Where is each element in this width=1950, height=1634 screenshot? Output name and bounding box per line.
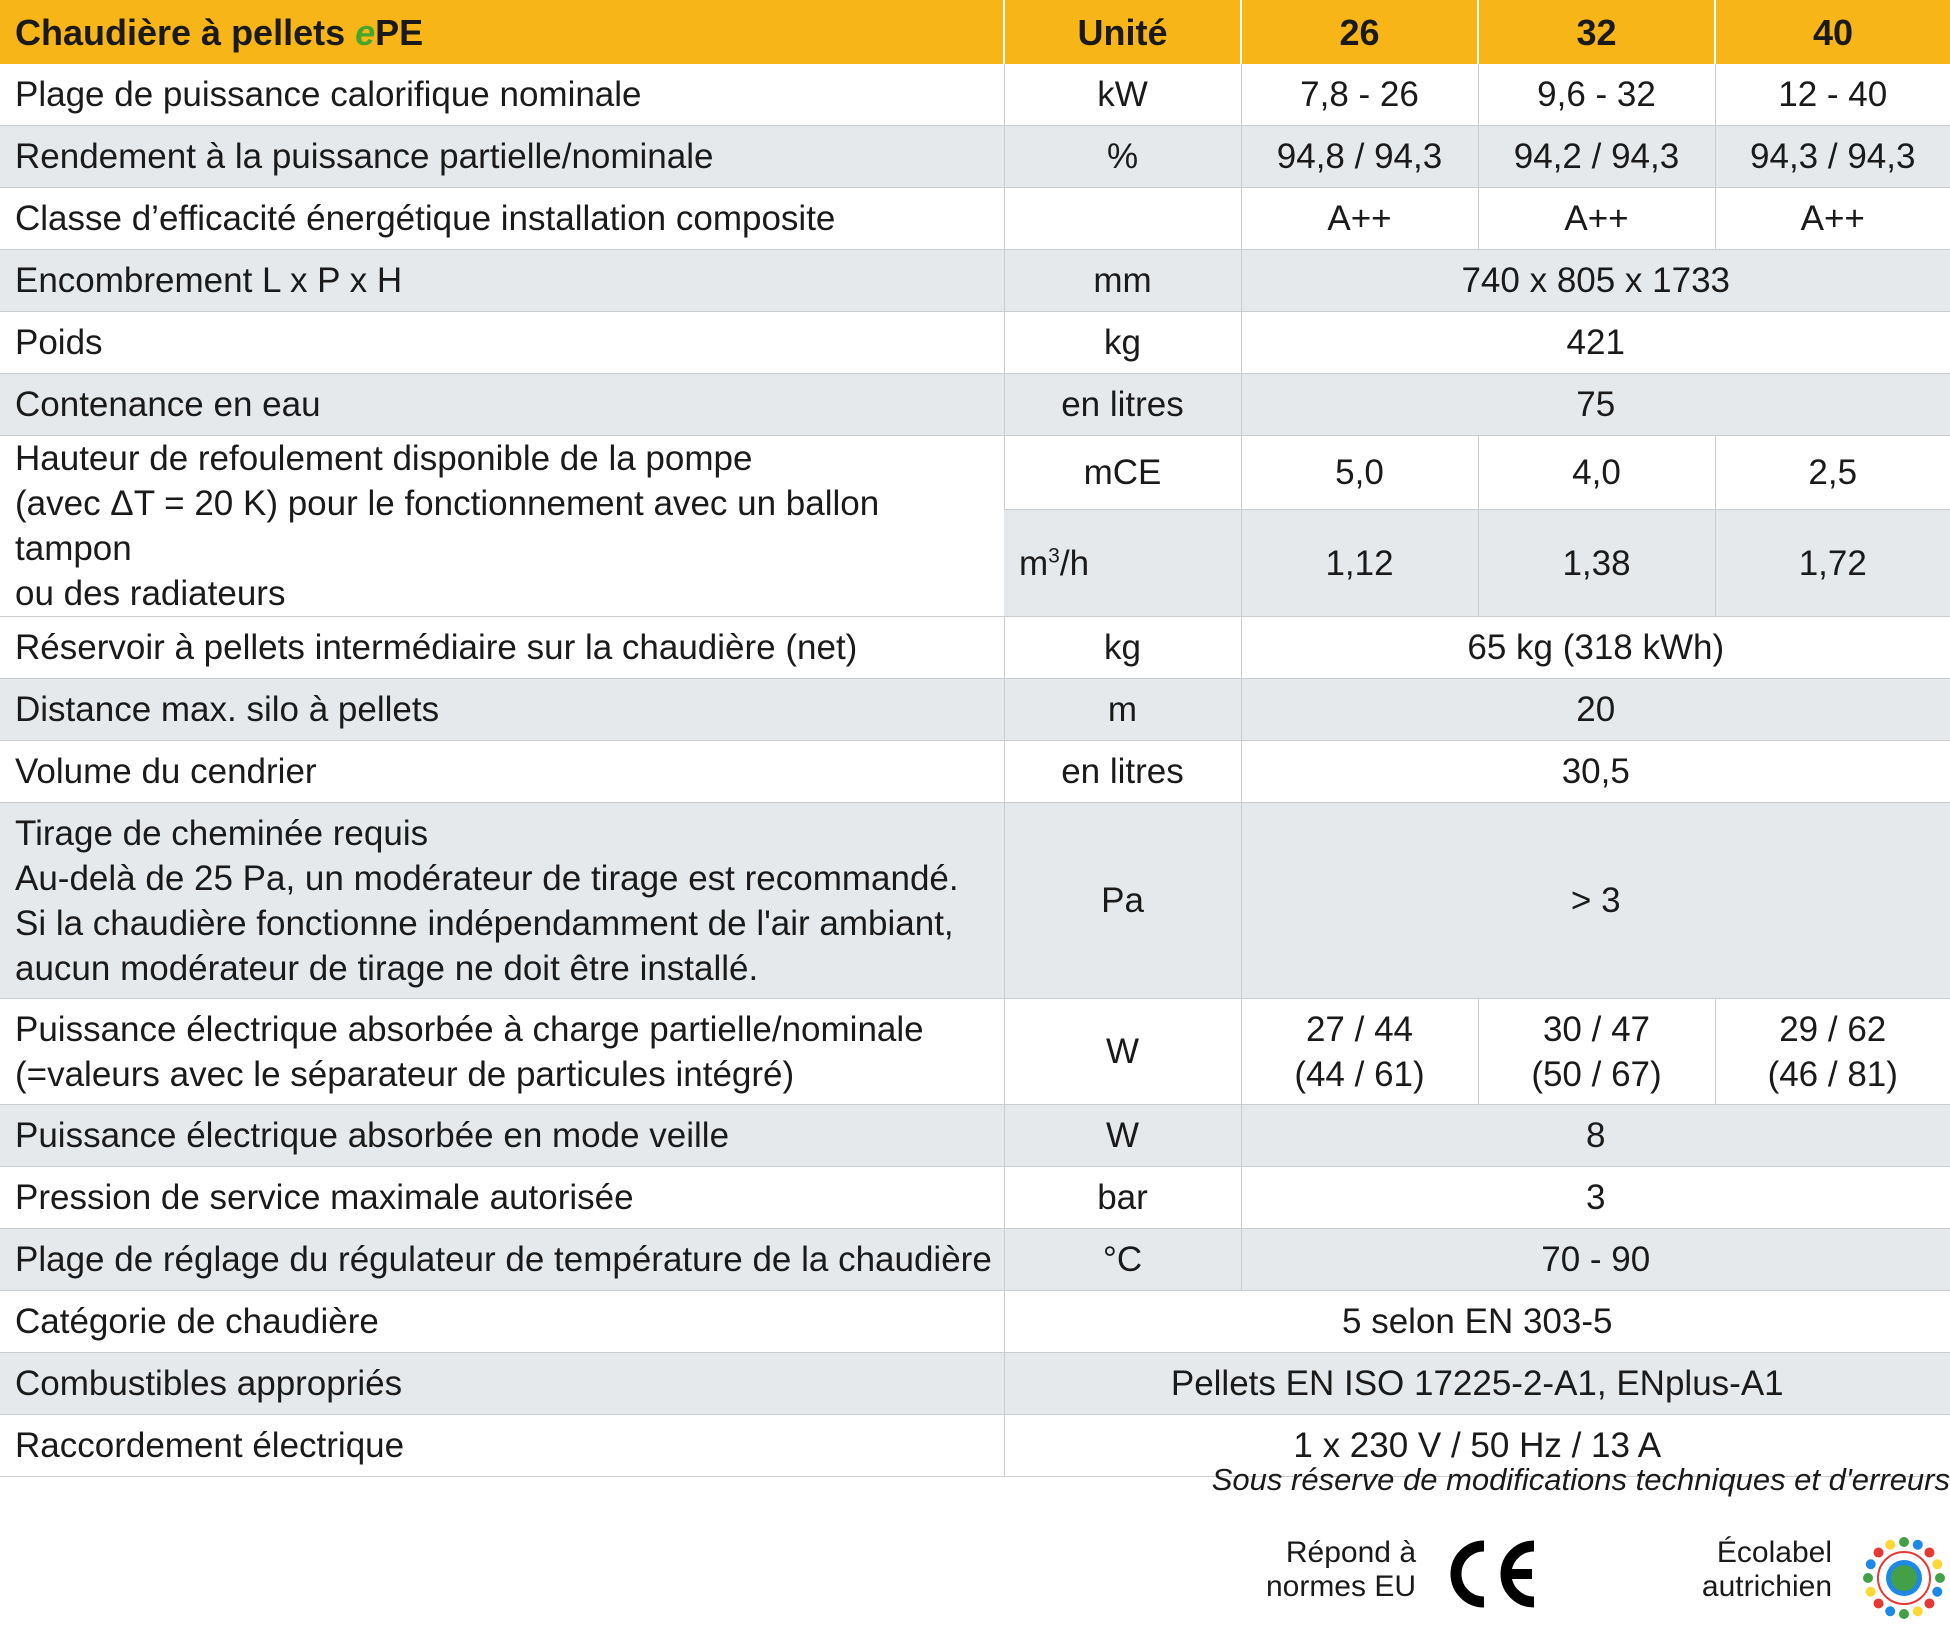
table-row	[0, 1353, 1950, 1415]
header-unit: Unité	[1004, 0, 1241, 64]
ecolabel-dot	[1899, 1609, 1909, 1619]
table-row	[0, 1105, 1950, 1167]
row-value: A++	[1715, 188, 1950, 250]
row-unit: W	[1004, 1105, 1241, 1167]
row-value: 5 selon EN 303-5	[1004, 1291, 1950, 1353]
row-value: 3	[1241, 1167, 1950, 1229]
ecolabel-dot	[1913, 1540, 1923, 1550]
row-unit	[1004, 188, 1241, 250]
row-label: Distance max. silo à pellets	[0, 679, 1004, 741]
row-value: 8	[1241, 1105, 1950, 1167]
row-label: Volume du cendrier	[0, 741, 1004, 803]
ecolabel-dot	[1932, 1587, 1942, 1597]
ecolabel-dot	[1899, 1537, 1909, 1547]
row-label: Puissance électrique absorbée en mode veille	[0, 1105, 1004, 1167]
ecolabel-dot	[1935, 1573, 1945, 1583]
ecolabel-dot	[1866, 1559, 1876, 1569]
table-row	[0, 1291, 1950, 1353]
ecolabel-label: Écolabel autrichien	[1701, 1536, 1832, 1603]
row-value: 1,12	[1241, 510, 1478, 617]
row-label: Catégorie de chaudière	[0, 1291, 1004, 1353]
row-value: 70 - 90	[1241, 1229, 1950, 1291]
row-unit: W	[1004, 999, 1241, 1105]
table-row	[0, 126, 1950, 188]
disclaimer-note: Sous réserve de modifications techniques et d'erreurs	[1211, 1462, 1950, 1497]
ecolabel-dot	[1924, 1548, 1934, 1558]
row-value: 1,72	[1715, 510, 1950, 617]
row-label: Classe d’efficacité énergétique installation composite	[0, 188, 1004, 250]
header-model-32: 32	[1478, 0, 1715, 64]
table-row	[0, 803, 1950, 999]
row-value: 12 - 40	[1715, 64, 1950, 126]
row-value: 30,5	[1241, 741, 1950, 803]
ecolabel-dot	[1913, 1606, 1923, 1616]
row-label: Hauteur de refoulement disponible de la pompe (avec ΔT = 20 K) pour le fonctionnement avec un ballon tampon ou des radiateurs	[0, 436, 1004, 617]
row-label: Rendement à la puissance partielle/nominale	[0, 126, 1004, 188]
row-label: Raccordement électrique	[0, 1415, 1004, 1477]
ecolabel-dot	[1924, 1598, 1934, 1608]
row-unit: mCE	[1004, 436, 1241, 510]
row-value: 2,5	[1715, 436, 1950, 510]
row-value: 94,3 / 94,3	[1715, 126, 1950, 188]
row-value: 421	[1241, 312, 1950, 374]
row-label: Plage de puissance calorifique nominale	[0, 64, 1004, 126]
row-label: Pression de service maximale autorisée	[0, 1167, 1004, 1229]
table-header-row	[0, 0, 1950, 64]
row-label: Contenance en eau	[0, 374, 1004, 436]
table-row	[0, 617, 1950, 679]
ecolabel-dot	[1885, 1606, 1895, 1616]
table-row	[0, 1229, 1950, 1291]
row-unit: m	[1004, 679, 1241, 741]
row-value: 27 / 44 (44 / 61)	[1241, 999, 1478, 1105]
row-label: Combustibles appropriés	[0, 1353, 1004, 1415]
header-model-40: 40	[1715, 0, 1950, 64]
row-unit: kg	[1004, 617, 1241, 679]
row-value: 30 / 47 (50 / 67)	[1478, 999, 1715, 1105]
ce-label: Répond à normes EU	[1265, 1536, 1416, 1603]
row-value: 20	[1241, 679, 1950, 741]
ce-mark-icon	[1444, 1538, 1540, 1610]
row-value: 7,8 - 26	[1241, 64, 1478, 126]
table-title: Chaudière à pellets ePE	[0, 0, 1004, 64]
row-unit: bar	[1004, 1167, 1241, 1229]
ecolabel-dot	[1932, 1559, 1942, 1569]
ecolabel-dot	[1866, 1587, 1876, 1597]
row-value: 75	[1241, 374, 1950, 436]
ecolabel-dot	[1874, 1598, 1884, 1608]
ecolabel	[1660, 1532, 1950, 1630]
table-row	[0, 312, 1950, 374]
table-row	[0, 1167, 1950, 1229]
row-label: Poids	[0, 312, 1004, 374]
row-unit: %	[1004, 126, 1241, 188]
ce-compliance	[1250, 1532, 1540, 1620]
ecolabel-dot	[1874, 1548, 1884, 1558]
row-label: Puissance électrique absorbée à charge partielle/nominale (=valeurs avec le séparateur de particules intégré)	[0, 999, 1004, 1105]
ecolabel-icon	[1858, 1532, 1950, 1624]
table-row	[0, 436, 1950, 510]
ecolabel-dot	[1885, 1540, 1895, 1550]
row-value: 9,6 - 32	[1478, 64, 1715, 126]
table-row	[0, 250, 1950, 312]
table-row	[0, 188, 1950, 250]
ecolabel-dot	[1863, 1573, 1873, 1583]
row-value: 94,8 / 94,3	[1241, 126, 1478, 188]
table-row	[0, 679, 1950, 741]
row-unit: kW	[1004, 64, 1241, 126]
row-value: A++	[1241, 188, 1478, 250]
row-unit: $m^3/h$	[1004, 510, 1241, 617]
row-value: 65 kg (318 kWh)	[1241, 617, 1950, 679]
row-value: Pellets EN ISO 17225-2-A1, ENplus-A1	[1004, 1353, 1950, 1415]
table-row	[0, 374, 1950, 436]
row-unit: en litres	[1004, 741, 1241, 803]
row-label: Plage de réglage du régulateur de température de la chaudière	[0, 1229, 1004, 1291]
row-unit: °C	[1004, 1229, 1241, 1291]
row-value: 740 x 805 x 1733	[1241, 250, 1950, 312]
row-value: A++	[1478, 188, 1715, 250]
table-row	[0, 741, 1950, 803]
row-value: > 3	[1241, 803, 1950, 999]
header-model-26: 26	[1241, 0, 1478, 64]
row-value: 94,2 / 94,3	[1478, 126, 1715, 188]
row-value: 1 x 230 V / 50 Hz / 13 A	[1004, 1415, 1950, 1477]
row-value: 5,0	[1241, 436, 1478, 510]
row-unit: mm	[1004, 250, 1241, 312]
row-value: 4,0	[1478, 436, 1715, 510]
row-label: Tirage de cheminée requis Au-delà de 25 Pa, un modérateur de tirage est recommandé. Si la chaudière fonctionne indépendamment de l'air ambiant, aucun modérateur de tirage ne doit être installé.	[0, 803, 1004, 999]
row-unit: kg	[1004, 312, 1241, 374]
table-row	[0, 999, 1950, 1105]
row-value: 29 / 62 (46 / 81)	[1715, 999, 1950, 1105]
row-label: Encombrement L x P x H	[0, 250, 1004, 312]
row-value: 1,38	[1478, 510, 1715, 617]
row-unit: Pa	[1004, 803, 1241, 999]
row-unit: en litres	[1004, 374, 1241, 436]
table-row	[0, 64, 1950, 126]
brand-e: e	[355, 11, 376, 53]
row-label: Réservoir à pellets intermédiaire sur la chaudière (net)	[0, 617, 1004, 679]
